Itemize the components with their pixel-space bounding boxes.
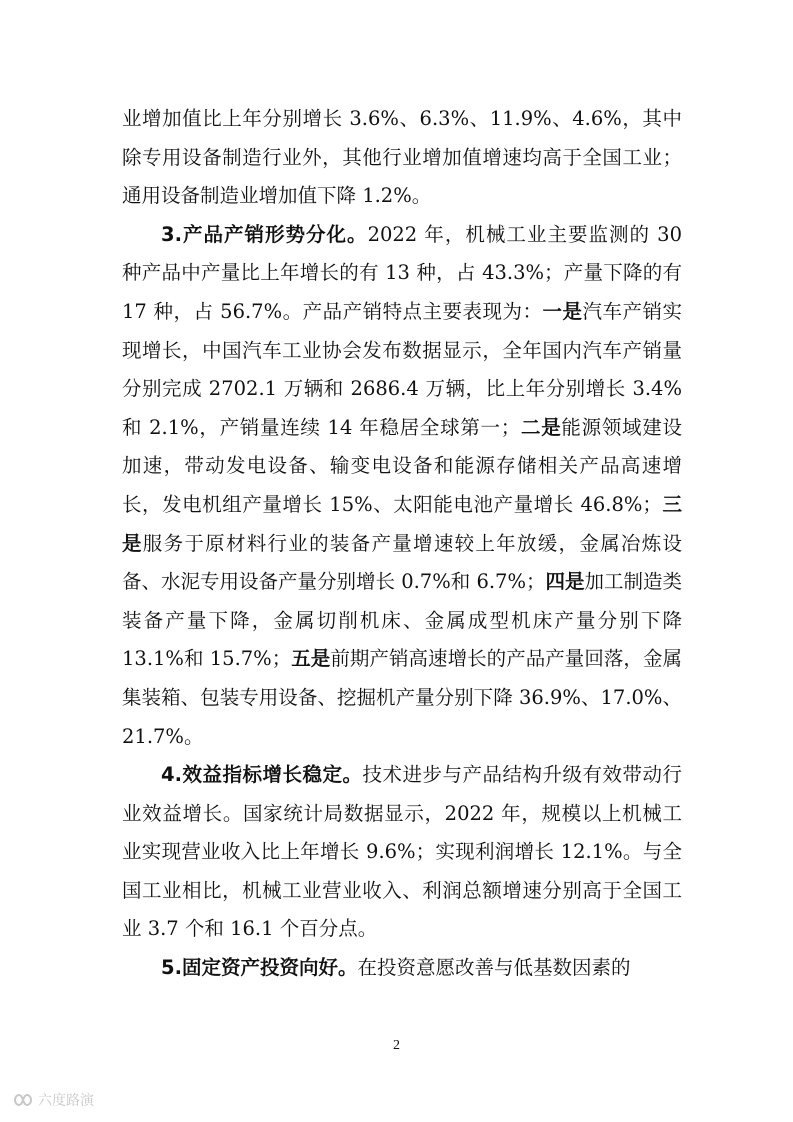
watermark <box>8 1090 94 1110</box>
paragraph-text: 技术进步与产品结构升级有效带动行业效益增长。国家统计局数据显示，2022 年，规模以上机械工业实现营业收入比上年增长 9.6%；实现利润增长 12.1%。与全国工业相比，机械工业营业收入、利润总额增速分别高于全国工业 3.7 个和 16.1 个百分点。 <box>122 763 682 941</box>
section-heading-3: 3.产品产销形势分化。 <box>161 222 368 246</box>
paragraph-text: 汽车产销实现增长，中国汽车工业协会发布数据显示，全年国内汽车产销量分别完成 2702.1 万辆和 2686.4 万辆，比上年分别增长 3.4%和 2.1%，产销量连续 14 年稳居全球第一； <box>122 299 682 439</box>
emphasis-second: 二是 <box>520 415 562 439</box>
emphasis-fourth: 四是 <box>545 570 585 594</box>
watermark-text: 六度路演 <box>38 1093 94 1109</box>
emphasis-first: 一是 <box>542 299 583 323</box>
paragraph-text: 能源领域建设加速，带动发电设备、输变电设备和能源存储相关产品高速增长，发电机组产量增长 15%、太阳能电池产量增长 46.8%； <box>122 415 682 516</box>
paragraph-product-sales <box>122 216 682 756</box>
page-number: 2 <box>393 1038 400 1053</box>
infinity-logo-icon <box>8 1090 34 1110</box>
paragraph-text: 服务于原材料行业的装备产量增速较上年放缓，金属冶炼设备、水泥专用设备产量分别增长 0.7%和 6.7%； <box>122 531 682 594</box>
paragraph-profit <box>122 756 682 949</box>
document-body <box>122 100 682 988</box>
paragraph-text: 加工制造类装备产量下降，金属切削机床、金属成型机床产量分别下降 13.1%和 15.7%； <box>122 570 683 671</box>
paragraph-text: 前期产销高速增长的产品产量回落，金属集装箱、包装专用设备、挖掘机产量分别下降 36.9%、17.0%、21.7%。 <box>122 647 682 748</box>
paragraph-text: 在投资意愿改善与低基数因素的 <box>357 956 631 980</box>
paragraph-continuation: 业增加值比上年分别增长 3.6%、6.3%、11.9%、4.6%，其中除专用设备制造行业外，其他行业增加值增速均高于全国工业；通用设备制造业增加值下降 1.2%。 <box>122 107 682 208</box>
paragraph-text: 2022 年，机械工业主要监测的 30 种产品中产量比上年增长的有 13 种，占 43.3%；产量下降的有 17 种，占 56.7%。产品产销特点主要表现为： <box>122 222 682 323</box>
emphasis-third: 三是 <box>122 492 682 555</box>
emphasis-fifth: 五是 <box>291 647 331 671</box>
section-heading-5: 5.固定资产投资向好。 <box>161 956 358 980</box>
section-heading-4: 4.效益指标增长稳定。 <box>161 763 363 787</box>
paragraph-investment <box>122 949 682 988</box>
